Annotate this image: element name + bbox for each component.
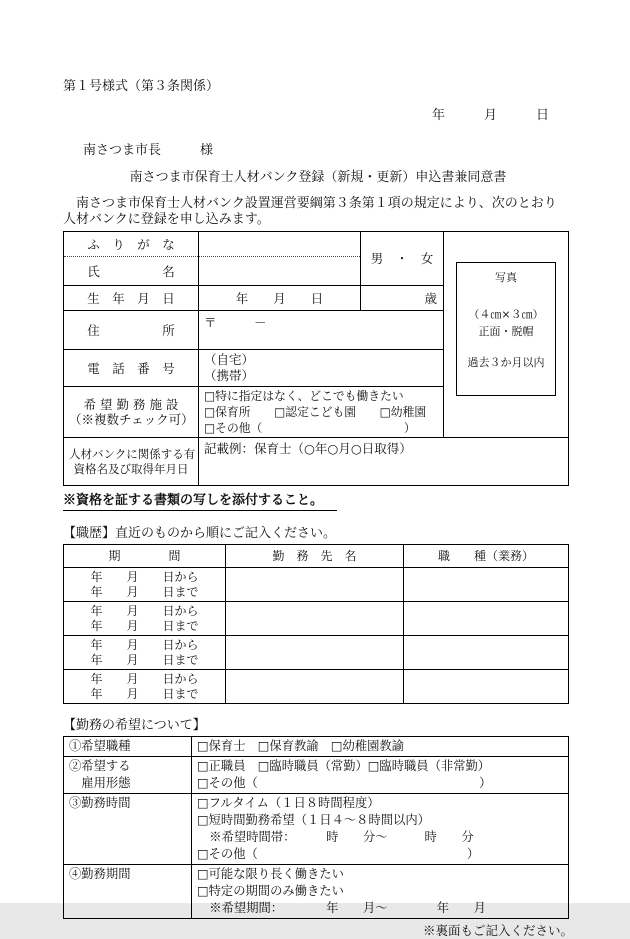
desired-period-line: ※希望期間： 年 月～ 年 月 [197,901,486,915]
name-label: 氏 名 [64,257,199,286]
phone-home-line: （自宅） [204,352,255,367]
pref-row-jobtype: ①希望職種 □保育士 □保育教諭 □幼稚園教諭 [64,737,569,757]
work-preferences-table [63,736,569,919]
photo-note-recent: 過去３か月以内 [467,356,545,369]
intro-line-1: 南さつま市保育士人材バンク設置運営要綱第３条第１項の規定により、次のとおり [63,196,557,211]
date-line: 年 月 日 [431,108,549,123]
pref-row-employment: ②希望する 雇用形態 □正職員 □臨時職員（常勤）□臨時職員（非常勤） □その他（ ） [64,757,569,794]
jobtype-cell [404,568,569,602]
employer-cell [226,636,404,670]
checkbox-option-specific-period: □特定の期間のみ働きたい [197,884,344,898]
back-side-note: ※裏面もご記入ください。 [422,923,573,938]
col-jobtype: 職 種（業務） [404,545,569,568]
photo-title: 写真 [495,271,517,284]
employer-cell [226,670,404,704]
work-history-heading: 【職歴】直近のものから順にご記入ください。 [63,526,337,541]
pref-row-hours: ③勤務時間 □フルタイム（１日８時間程度） □短時間勤務希望（１日４～８時間以内） ※希望時間帯： 時 分～ 時 分 □その他（ ） [64,794,569,865]
table-row: 年 月 日から 年 月 日まで [64,670,569,704]
phone-input-cell [199,350,444,387]
intro-line-2: 人材バンクに登録を申し込みます。 [63,212,270,227]
address-input-cell: 〒 － [199,311,444,350]
checkbox-option-other: □その他（ ） [204,421,416,435]
applicant-info-table [63,231,569,486]
table-row: 年 月 日から 年 月 日まで [64,602,569,636]
gender-options: 男 ・ 女 [361,232,444,286]
age-cell: 歳 [361,286,444,311]
form-number: 第１号様式（第３条関係） [63,79,220,94]
checkbox-option-longterm: □可能な限り長く働きたい [197,867,344,881]
license-example-cell: 記載例：保育士（○年○月○日取得） [199,438,569,486]
intro-paragraph [63,196,573,228]
pref-row-duration: ④勤務期間 □可能な限り長く働きたい □特定の期間のみ働きたい ※希望期間： 年 月～ 年 月 [64,865,569,919]
checkbox-option-shorttime: □短時間勤務希望（１日４～８時間以内） [197,813,430,827]
table-row: 年 月 日から 年 月 日まで [64,568,569,602]
phone-label: 電 話 番 号 [64,350,199,387]
checkbox-options-line: □正職員 □臨時職員（常勤）□臨時職員（非常勤） [197,759,491,773]
checkbox-option-other: □その他（ ） [197,847,480,861]
furigana-input-cell [199,232,361,257]
photo-area [444,232,569,438]
facility-options-cell [199,387,444,438]
jobtype-cell [404,602,569,636]
table-row: 年 月 日から 年 月 日まで [64,636,569,670]
page-title: 南さつま市保育士人材バンク登録（新規・更新）申込書兼同意書 [129,170,507,185]
checkbox-option-anywhere: □特に指定はなく、どこでも働きたい [204,389,404,403]
checkbox-options-facilities: □保育所 □認定こども園 □幼稚園 [204,405,427,419]
desired-hours-line: ※希望時間帯： 時 分～ 時 分 [197,830,474,844]
birthdate-label: 生 年 月 日 [64,286,199,311]
address-label: 住 所 [64,311,199,350]
photo-note-front: 正面・脱帽 [478,325,534,338]
checkbox-option-fulltime: □フルタイム（１日８時間程度） [197,796,380,810]
facility-label: 希 望 勤 務 施 設 （※複数チェック可） [64,387,199,438]
photo-size: （４㎝×３㎝） [468,308,544,321]
checkbox-options-line: □保育士 □保育教諭 □幼稚園教諭 [197,739,405,753]
employer-cell [226,602,404,636]
jobtype-cell [404,670,569,704]
photo-box [456,262,556,396]
work-history-table [63,544,569,704]
employer-cell [226,568,404,602]
birthdate-input-cell: 年 月 日 [199,286,361,311]
license-label: 人材バンクに関係する有 資格名及び取得年月日 [64,438,199,486]
checkbox-option-other: □その他（ ） [197,776,492,790]
work-preferences-heading: 【勤務の希望について】 [63,718,206,733]
phone-mobile-line: （携帯） [204,368,255,383]
jobtype-cell [404,636,569,670]
furigana-label: ふ り が な [64,232,199,257]
col-period: 期 間 [64,545,226,568]
addressee: 南さつま市長 様 [83,143,214,158]
work-history-header-row [64,545,569,568]
attach-documents-note: ※資格を証する書類の写しを添付すること。 [63,492,573,511]
col-employer: 勤 務 先 名 [226,545,404,568]
name-input-cell [199,257,361,286]
